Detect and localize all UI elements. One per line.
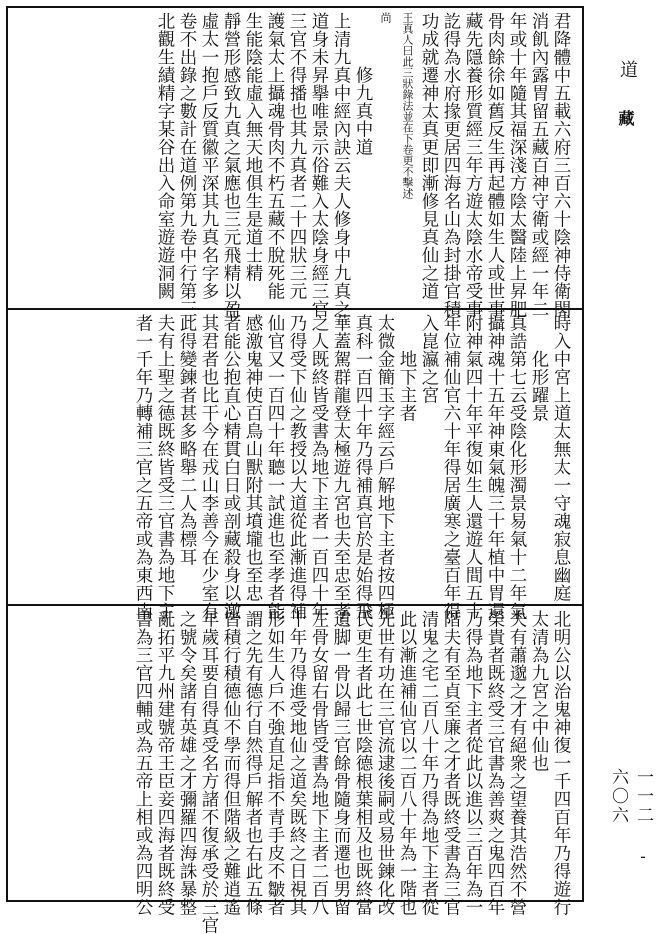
text-column: 其君者也比干今在戎山李善今在少室有 xyxy=(199,314,219,620)
text-column: 遺脚一骨以歸三官餘骨隨身而遷也男留 xyxy=(331,610,351,916)
text-column: 此以漸進補仙官以二百八十年為一階也 xyxy=(397,610,417,916)
text-column: 太清為九宮之中仙也 xyxy=(529,610,549,772)
text-column: 榮貴者既終受三官書為善爽之鬼四百年 xyxy=(485,610,505,916)
text-register-middle xyxy=(8,314,582,620)
text-column: 仙官又一百四十年聽一試進也至孝者能 xyxy=(265,314,285,620)
text-column: 護氣太上攝魂骨肉不朽五藏不脫死能 xyxy=(265,12,285,300)
text-column: 年位補仙官六十年得居廣寒之臺百年得 xyxy=(441,314,461,620)
text-column: 乃得受下仙之教授以大道從此漸進得補 xyxy=(287,314,307,620)
text-column: 卷不出錄之數計在道例第九卷中行第三 xyxy=(177,12,197,318)
text-column: 靜營形感致九真之氣應也三元飛精以盈 xyxy=(221,12,241,318)
text-column: 謂之先有德行自然得戶解者也右此五條 xyxy=(243,610,263,916)
text-column: 者一千年乃轉補三官之五帝或為東西南 xyxy=(133,314,153,620)
text-column: 消飢內露胃留五藏百神守衛或經一年二 xyxy=(529,12,549,318)
text-column: 訖得為水府掾更居四海名山為封掛官積 xyxy=(441,12,461,318)
text-column: 真科一百四十年乃得補真官於是始得飛 xyxy=(353,314,373,620)
text-register-bottom xyxy=(8,610,582,934)
text-column: 清鬼之宅二百八十年乃得為地下主者從 xyxy=(419,610,439,916)
section-heading: 地下主者 xyxy=(397,350,417,422)
text-column: 時入中宮上道太無太一守魂寂息幽庭 xyxy=(551,314,571,602)
text-column: 華蓋駕群龍登太極遊九宮也夫至忠至孝 xyxy=(331,314,351,620)
text-column: 形如生人戶不強直足指不青手皮不皺者 xyxy=(265,610,285,916)
text-column: 書為三官四輔或為五帝上相或為四明公 xyxy=(133,610,153,916)
annotation-mark: 尚 xyxy=(379,12,392,23)
section-heading: 化形躍景 xyxy=(529,350,549,422)
text-column: 十年乃得進受地仙之道矣既終之日視其 xyxy=(287,610,307,916)
text-column: 先世有功在三官流逮後嗣或易世鍊化改 xyxy=(375,610,395,916)
text-column: 年歲耳要自得真受名方諸不復承受於三官 xyxy=(199,610,219,934)
text-column: 階夫有至貞至廉之才者既終受書為三官 xyxy=(441,610,461,916)
text-column: 太微金簡玉字經云戶解地下主者按四極 xyxy=(375,314,395,620)
page-number: 一一二 - 六〇六 xyxy=(608,768,653,869)
text-column: 虛太一抱戶反質徽平深其九真名字多 xyxy=(199,12,219,300)
section-heading: 修九真中道 xyxy=(353,66,373,156)
text-column: 北觀生績精字某谷出入命室遊遊洞闕 xyxy=(155,12,175,300)
text-column: 亂拓平九州建號帝王臣妾四海者既終受 xyxy=(155,610,175,916)
text-column: 道身未昇擧唯景示俗難入太陰身經三官 xyxy=(309,12,329,318)
text-column: 入崑瀛之宮 xyxy=(419,314,439,404)
text-column: 感激鬼神使百鳥山獸附其墳壠也至忠 xyxy=(243,314,263,602)
text-column: 左骨女留右骨皆受書為地下主者二百八 xyxy=(309,610,329,916)
text-column: 氏更生者此七世陰德根葉相及也既終當 xyxy=(353,610,373,916)
text-column: 夫有上聖之德既終皆受三官書為地下主 xyxy=(155,314,175,620)
text-column: 三官不得播也其九真者二十四狀三元 xyxy=(287,12,307,300)
text-column: 之人既終皆受書為地下主者一百四十年 xyxy=(309,314,329,620)
text-column: 年或十年隨其福深淺方陰太醫陸上昇肥 xyxy=(507,12,527,318)
text-column: 附神氣四十年平復如生人還遊人間五十 xyxy=(463,314,483,620)
annotation-column: 王真人曰此三狀錄法並在下卷更不擊述 xyxy=(401,12,414,199)
text-column: 生能陰能虛入無天地俱生是道士精 xyxy=(243,12,263,282)
text-column: 藏先隱養形質經三年方遊太陰水帝受事 xyxy=(463,12,483,318)
text-column: 攝神魂十五年神東氣魄三十年植中胃還 xyxy=(485,314,505,620)
text-column: 夫有蕭邈之才有絕衆之望養其浩然不營 xyxy=(507,610,527,916)
collection-title: 道 xyxy=(617,60,638,78)
text-column: 者能公抱直心精貫白日或剖藏殺身以激 xyxy=(221,314,241,620)
text-column: 功成就遷神太真更即漸修見真仙之道 xyxy=(419,12,439,300)
collection-section: 藏 xyxy=(616,110,635,126)
text-column: 乃得為地下主者從此以進以三百年為一 xyxy=(463,610,483,916)
text-column: 骨肉餘徐如舊反生再起體如生人或世事 xyxy=(485,12,505,318)
text-column: 君降體中五載六府三百六十陰神侍衛閣 xyxy=(551,12,571,318)
text-column: 真誥第七云受陰化形濁景易氣十二年氣 xyxy=(507,314,527,620)
text-column: 之號令矣諸有英雄之才彌羅四海誅暴整 xyxy=(177,610,197,916)
text-column: 北明公以治鬼神復一千四百年乃得遊行 xyxy=(551,610,571,916)
text-column: 皆積行積德仙不學而得但階級之難逍遙 xyxy=(221,610,241,916)
text-register-top xyxy=(8,12,582,318)
text-column: 此得變鍊者甚多略舉二人為標耳 xyxy=(177,314,197,566)
text-column: 上清九真中經內訣云夫人修身中九真之 xyxy=(331,12,351,318)
